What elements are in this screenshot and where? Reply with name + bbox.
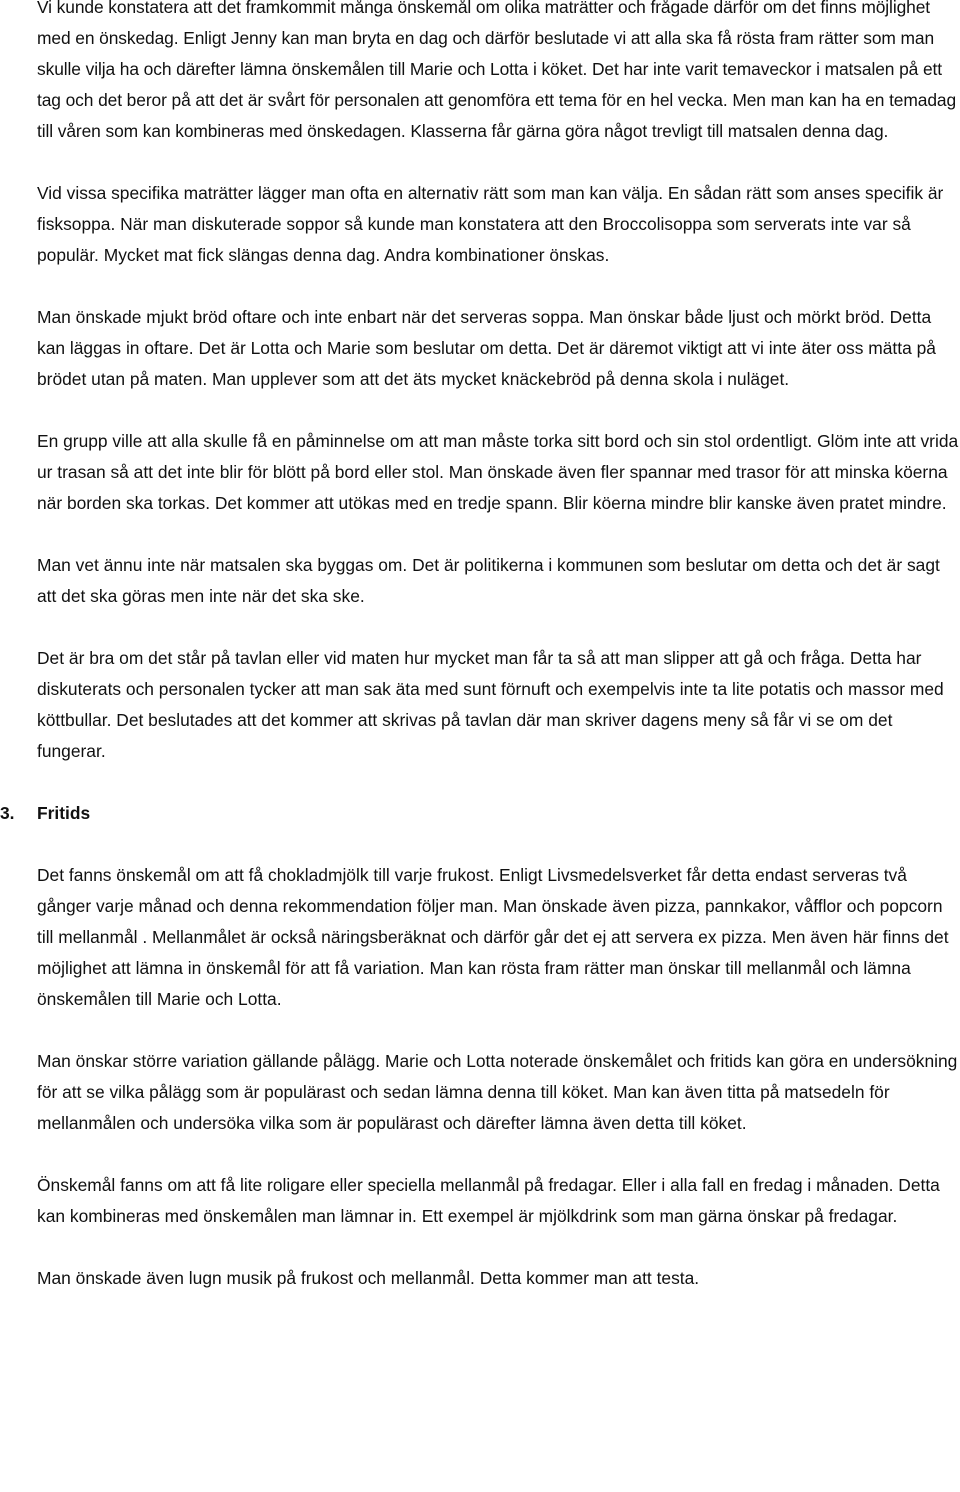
paragraph-chokladmjolk: Det fanns önskemål om att få chokladmjölk till varje frukost. Enligt Livsmedelsverket får detta endast serveras två gånger varje månad och denna rekommendation följer man. Man önskade även pizza, pannkakor, våfflor och popcorn till mellanmål . Mellanmålet är också näringsberäknat och därför går det ej att servera ex pizza. Men även här finns det möjlighet att lämna in önskemål för att få variation. Man kan rösta fram rätter man önskar till mellanmål och lämna önskemålen till Marie och Lotta. [37, 865, 949, 1009]
paragraph-palagg: Man önskar större variation gällande pålägg. Marie och Lotta noterade önskemålet och fritids kan göra en undersökning för att se vilka pålägg som är populärast och sedan lämna denna till köket. Man kan även titta på matsedeln för mellanmålen och undersöka vilka som är populärast och därefter lämna även detta till köket. [37, 1051, 958, 1133]
paragraph-matsalen-ombyggnad: Man vet ännu inte när matsalen ska byggas om. Det är politikerna i kommunen som beslutar om detta och det är sagt att det ska göras men inte när det ska ske. [37, 555, 940, 606]
paragraph-torka-bord: En grupp ville att alla skulle få en påminnelse om att man måste torka sitt bord och sin stol ordentligt. Glöm inte att vrida ur trasan så att det inte blir för blött på bord eller stol. Man önskade även fler spannar med trasor för att minska köerna när borden ska torkas. Det kommer att utökas med en tredje spann. Blir köerna mindre blir kanske även pratet mindre. [37, 431, 959, 513]
section-number: 3. [0, 803, 15, 823]
paragraph-onskedag: Vi kunde konstatera att det framkommit många önskemål om olika maträtter och frågade därför om det finns möjlighet med en önskedag. Enligt Jenny kan man bryta en dag och därför beslutade vi att alla ska få rösta fram rätter som man skulle vilja ha och därefter lämna önskemålen till Marie och Lotta i köket. Det har inte varit temaveckor i matsalen på ett tag och det beror på att det är svårt för personalen att genomföra ett tema för en hel vecka. Men man kan ha en temadag till våren som kan kombineras med önskedagen. Klasserna får gärna göra något trevligt till matsalen denna dag. [37, 0, 957, 141]
paragraph-specifika-matratter: Vid vissa specifika maträtter lägger man ofta en alternativ rätt som man kan välja. En sådan rätt som anses specifik är fisksoppa. När man diskuterade soppor så kunde man konstatera att den Broccolisoppa som serverats inte var så populär. Mycket mat fick slängas denna dag. Andra kombinationer önskas. [37, 183, 944, 265]
paragraph-mjukt-brod: Man önskade mjukt bröd oftare och inte enbart när det serveras soppa. Man önskar både ljust och mörkt bröd. Detta kan läggas in oftare. Det är Lotta och Marie som beslutar om detta. Det är däremot viktigt att vi inte äter oss mätta på brödet utan på maten. Man upplever som att det äts mycket knäckebröd på denna skola i nuläget. [37, 307, 936, 389]
paragraph-tavlan-portioner: Det är bra om det står på tavlan eller vid maten hur mycket man får ta så att man slipper att gå och fråga. Detta har diskuterats och personalen tycker att man sak äta med sunt förnuft och exempelvis inte ta lite potatis och massor med köttbullar. Det beslutades att det kommer att skrivas på tavlan där man skriver dagens meny så får vi se om det fungerar. [37, 648, 944, 761]
paragraph-lugn-musik: Man önskade även lugn musik på frukost och mellanmål. Detta kommer man att testa. [37, 1268, 700, 1288]
section-title: Fritids [37, 803, 91, 823]
paragraph-fredagar: Önskemål fanns om att få lite roligare eller speciella mellanmål på fredagar. Eller i alla fall en fredag i månaden. Detta kan kombineras med önskemålen man lämnar in. Ett exempel är mjölkdrink som man gärna önskar på fredagar. [37, 1175, 940, 1226]
section-heading [0, 798, 960, 829]
